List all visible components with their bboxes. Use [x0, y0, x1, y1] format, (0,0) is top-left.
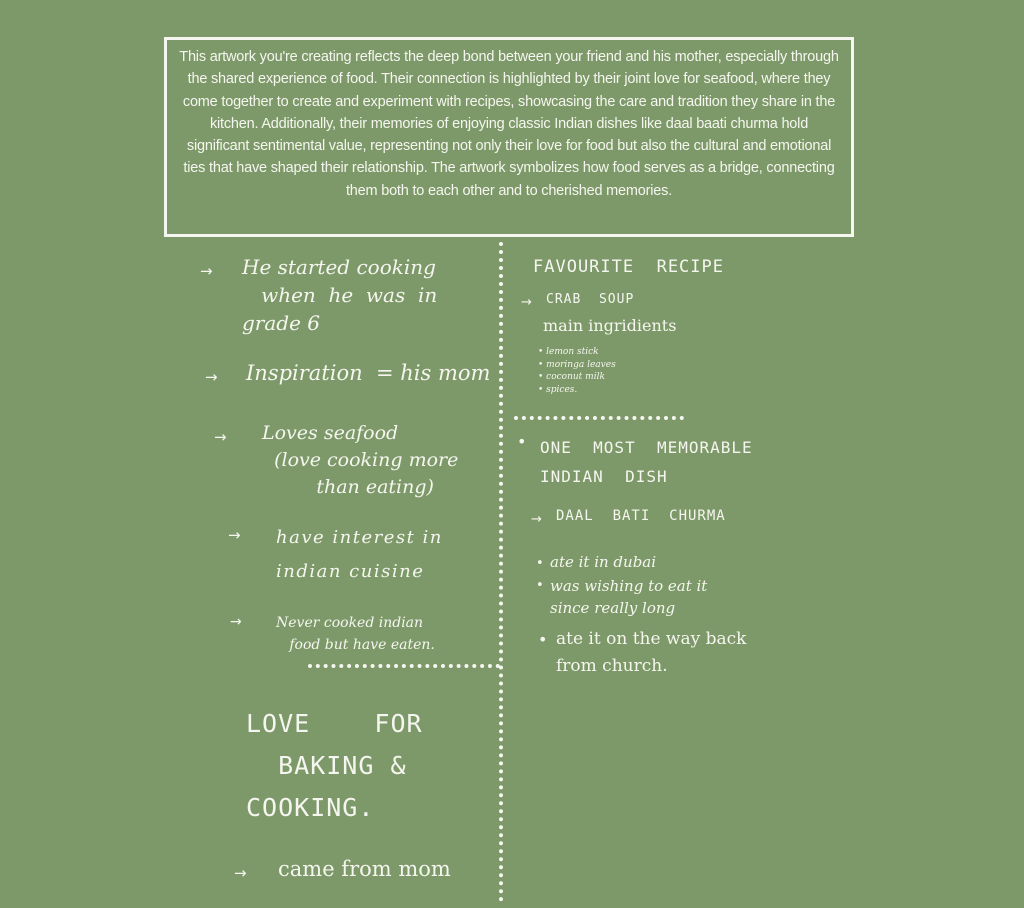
bullet-dot: •: [517, 432, 527, 451]
intro-text: This artwork you're creating reflects the deep bond between your friend and his mother, especially through the shared experience of food. Their connection is highlighted by their joint love for seafood, where they come together to create and experiment with recipes, showcasing the care and tradition they share in the kitchen. Additionally, their memories of enjoying classic Indian dishes like daal baati churma hold significant sentimental value, representing not only their love for food but also the cultural and emotional ties that have shaped their relationship. The artwork symbolizes how food serves as a bridge, connecting them both to each other and to cherished memories.: [179, 49, 839, 199]
memorable-dish-heading: ONE MOST MEMORABLE INDIAN DISH: [540, 438, 753, 486]
note-indian-cuisine: have interest in indian cuisine: [276, 527, 443, 582]
note-started-cooking: He started cooking when he was in grade 6: [242, 255, 438, 335]
list-item: • spices.: [538, 384, 578, 395]
note-loves-seafood: Loves seafood (love cooking more than eating): [262, 422, 459, 498]
arrow-icon: →: [214, 428, 227, 446]
love-for-baking-heading: LOVE FOR BAKING & COOKING.: [246, 709, 423, 822]
arrow-icon: →: [230, 614, 242, 630]
main-ingredients-label: main ingridients: [543, 316, 677, 335]
favourite-recipe-heading: FAVOURITE RECIPE: [533, 257, 724, 277]
left-dotted-divider: [308, 664, 500, 668]
bullet-dot: •: [536, 556, 544, 571]
arrow-icon: →: [531, 512, 542, 527]
memory-wishing: was wishing to eat it since really long: [550, 577, 708, 617]
crab-soup: CRAB SOUP: [546, 292, 635, 307]
list-item: • lemon stick: [538, 347, 599, 357]
ingredients-list: [538, 346, 616, 396]
vertical-dotted-divider: [499, 242, 503, 902]
list-item: • moringa leaves: [538, 359, 616, 370]
bullet-dot: •: [538, 630, 548, 649]
memory-dubai: ate it in dubai: [550, 553, 657, 571]
note-never-cooked: Never cooked indian food but have eaten.: [276, 615, 435, 653]
arrow-icon: →: [521, 295, 532, 310]
came-from-mom: came from mom: [278, 857, 451, 881]
daal-bati-churma: DAAL BATI CHURMA: [556, 508, 726, 524]
arrow-icon: →: [205, 368, 218, 386]
right-dotted-divider: [514, 416, 684, 420]
intro-text-box: [164, 37, 854, 237]
arrow-icon: →: [234, 864, 247, 882]
note-inspiration: Inspiration = his mom: [246, 361, 491, 385]
bullet-dot: •: [536, 578, 544, 593]
memory-church: ate it on the way back from church.: [556, 629, 747, 676]
arrow-icon: →: [228, 526, 241, 544]
arrow-icon: →: [200, 262, 213, 280]
list-item: • coconut milk: [538, 372, 605, 382]
